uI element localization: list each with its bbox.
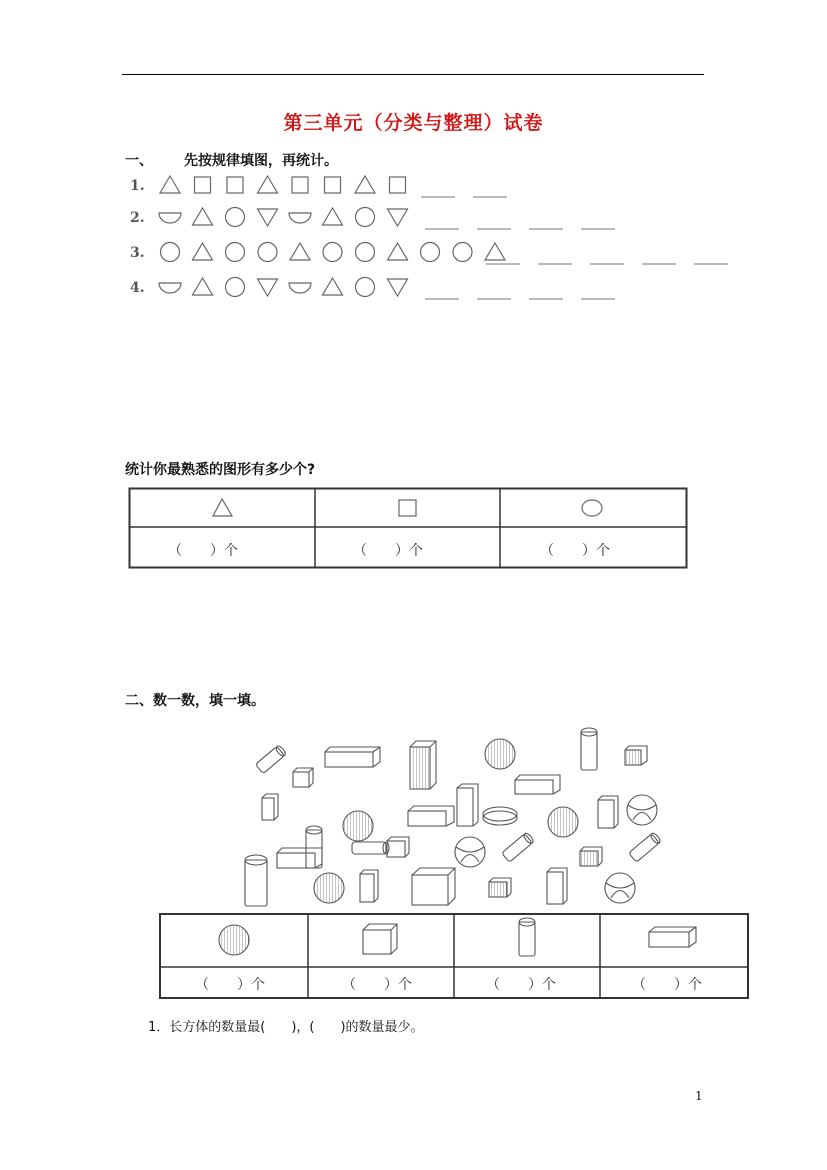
cube-icon — [625, 746, 647, 765]
cylinder-icon — [352, 842, 389, 854]
triangle-icon — [193, 243, 213, 260]
stat-prompt: 统计你最熟悉的图形有多少个? — [125, 462, 316, 478]
circle-icon — [226, 208, 245, 227]
header-rule — [122, 74, 704, 75]
cuboid-icon — [457, 784, 478, 826]
stat-cell-triangle[interactable]: （ ）个 — [168, 543, 238, 559]
circle-icon — [582, 500, 602, 516]
triangle-icon — [485, 243, 505, 260]
triangle-icon — [193, 278, 213, 295]
count-cell-cuboid[interactable]: （ ）个 — [632, 977, 702, 993]
inverted-triangle-icon — [388, 209, 408, 226]
semicircle-icon — [159, 283, 181, 293]
page-title: 第三单元（分类与整理）试卷 — [283, 112, 544, 134]
cylinder-icon — [629, 832, 662, 862]
square-icon — [227, 177, 243, 193]
cylinder-icon — [306, 826, 322, 868]
cube-icon — [580, 847, 602, 866]
circle-icon — [226, 278, 245, 297]
cuboid-icon — [360, 870, 378, 902]
solids-illustration — [230, 720, 670, 915]
triangle-icon — [258, 176, 278, 193]
circle-icon — [323, 243, 342, 262]
section1-heading: 先按规律填图，再统计。 — [184, 153, 338, 169]
cube-icon — [387, 837, 409, 857]
sphere-icon — [314, 873, 344, 903]
pattern-row-label: 4. — [130, 280, 145, 296]
page-number: 1 — [695, 1089, 703, 1103]
triangle-icon — [213, 499, 232, 516]
circle-icon — [356, 208, 375, 227]
triangle-icon — [388, 243, 408, 260]
cuboid-icon — [649, 927, 696, 947]
section2-heading: 二、数一数，填一填。 — [125, 693, 265, 709]
square-icon — [325, 177, 341, 193]
cuboid-icon — [547, 868, 567, 904]
square-icon — [292, 177, 308, 193]
count-cell-cube[interactable]: （ ）个 — [342, 977, 412, 993]
triangle-icon — [355, 176, 375, 193]
question-1: 1．长方体的数量最( )，( )的数量最少。 — [148, 1020, 424, 1035]
cube-icon — [489, 878, 511, 897]
stat-cell-circle[interactable]: （ ）个 — [540, 543, 610, 559]
cube-icon — [363, 924, 397, 954]
cuboid-icon — [277, 848, 322, 868]
cube-icon — [293, 768, 313, 787]
triangle-icon — [323, 278, 343, 295]
cuboid-icon — [410, 741, 436, 789]
circle-icon — [421, 243, 440, 262]
pattern-row-label: 2. — [130, 210, 145, 226]
inverted-triangle-icon — [258, 209, 278, 226]
circle-icon — [356, 278, 375, 297]
pattern-row-label: 3. — [130, 245, 145, 261]
cuboid-icon — [408, 806, 454, 826]
cylinder-icon — [502, 832, 535, 862]
sphere-icon — [485, 739, 515, 769]
sphere-icon — [605, 873, 635, 903]
section1-number: 一、 — [125, 153, 153, 169]
cube-icon — [412, 868, 455, 905]
square-icon — [195, 177, 211, 193]
circle-icon — [226, 243, 245, 262]
sphere-icon — [548, 807, 578, 837]
triangle-icon — [160, 176, 180, 193]
sphere-icon — [455, 837, 485, 867]
sphere-icon — [627, 795, 657, 825]
semicircle-icon — [289, 283, 311, 293]
pattern-rows — [128, 170, 738, 310]
semicircle-icon — [159, 213, 181, 223]
triangle-icon — [323, 208, 343, 225]
cuboid-icon — [598, 796, 618, 828]
sphere-icon — [343, 811, 373, 841]
pattern-row-label: 1. — [130, 178, 145, 194]
inverted-triangle-icon — [388, 279, 408, 296]
triangle-icon — [193, 208, 213, 225]
cuboid-icon — [325, 747, 380, 767]
cuboid-icon — [262, 794, 278, 820]
cuboid-icon — [515, 775, 560, 794]
cylinder-icon — [483, 807, 517, 825]
square-icon — [390, 177, 406, 193]
inverted-triangle-icon — [258, 279, 278, 296]
cylinder-icon — [519, 918, 535, 956]
circle-icon — [161, 243, 180, 262]
semicircle-icon — [289, 213, 311, 223]
count-cell-sphere[interactable]: （ ）个 — [195, 977, 265, 993]
sphere-icon — [219, 925, 249, 955]
cylinder-icon — [245, 855, 267, 906]
square-icon — [399, 500, 416, 516]
circle-icon — [453, 243, 472, 262]
count-cell-cylinder[interactable]: （ ）个 — [486, 977, 556, 993]
cylinder-icon — [255, 744, 286, 773]
circle-icon — [258, 243, 277, 262]
triangle-icon — [290, 243, 310, 260]
stat-cell-square[interactable]: （ ）个 — [353, 543, 423, 559]
circle-icon — [356, 243, 375, 262]
cylinder-icon — [581, 728, 597, 770]
